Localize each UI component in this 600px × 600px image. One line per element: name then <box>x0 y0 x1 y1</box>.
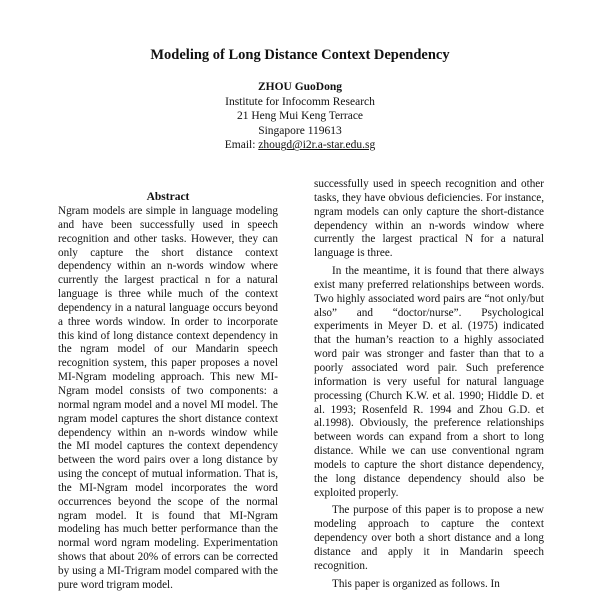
author-name: ZHOU GuoDong <box>257 81 343 93</box>
body-paragraph: successfully used in speech recognition and other tasks, they have obvious deficiencies. For instance, ngram models can only capture the short-distance dependency within an n-words window where currently the largest practical N for a natural language is three. <box>314 178 544 260</box>
body-paragraph: The purpose of this paper is to propose a new modeling approach to capture the context dependency over both a short distance and a long distance and apply it in Mandarin speech recognition. <box>314 504 544 572</box>
right-column <box>314 178 544 591</box>
email-link[interactable]: zhougd@i2r.a-star.edu.sg <box>258 139 376 152</box>
abstract-text: Ngram models are simple in language modeling and have been successfully used in speech recognition and other tasks. However, they can only capture the short distance context dependency within an n-words window where currently the largest practical n for a natural language is three while much of the context dependency in a natural language occurs beyond a three words window. In order to incorporate this kind of long distance context dependency in the ngram model of our Mandarin speech recognition system, this paper proposes a novel MI-Ngram modeling approach. This new MI-Ngram model consists of two components: a normal ngram model and a novel MI model. The ngram model captures the short distance context dependency within an n-words window while the MI model captures the context dependency between the word pairs over a long distance by using the concept of mutual information. That is, the MI-Ngram model incorporates the word occurrences beyond the scope of the normal ngram model. It is found that MI-Ngram modeling has much better performance than the normal word ngram modeling. Experimentation shows that about 20% of errors can be corrected by using a MI-Trigram model compared with the pure word trigram model. <box>58 205 278 591</box>
author-address-line1: 21 Heng Mui Keng Terrace <box>236 110 364 123</box>
body-paragraph: In the meantime, it is found that there always exist many preferred relationships between words. Two highly associated word pairs are “not only/but also” and “doctor/nurse”. Psychological experiments in Meyer D. et al. (1975) indicated that the human’s reaction to a highly associated word pair was stronger and faster than that to a poorly associated word pair. Such preference information is very useful for natural language processing (Church K.W. et al. 1990; Hiddle D. et al. 1993; Rosenfeld R. 1994 and Zhou G.D. et al.1998). Obviously, the preference relationships between words can expand from a short to long distance. While we can use conventional ngram models to capture the short distance dependency, the long distance dependency should also be exploited properly. <box>314 265 544 499</box>
author-affiliation: Institute for Infocomm Research <box>225 95 375 108</box>
abstract-heading: Abstract <box>146 191 190 203</box>
author-email-line <box>0 138 600 153</box>
author-address-line2: Singapore 119613 <box>258 124 342 137</box>
left-column <box>58 190 278 593</box>
email-label: Email: <box>224 139 259 152</box>
body-paragraph: This paper is organized as follows. In <box>332 577 500 590</box>
author-block <box>0 80 600 153</box>
paper-title: Modeling of Long Distance Context Dependency <box>150 47 450 63</box>
